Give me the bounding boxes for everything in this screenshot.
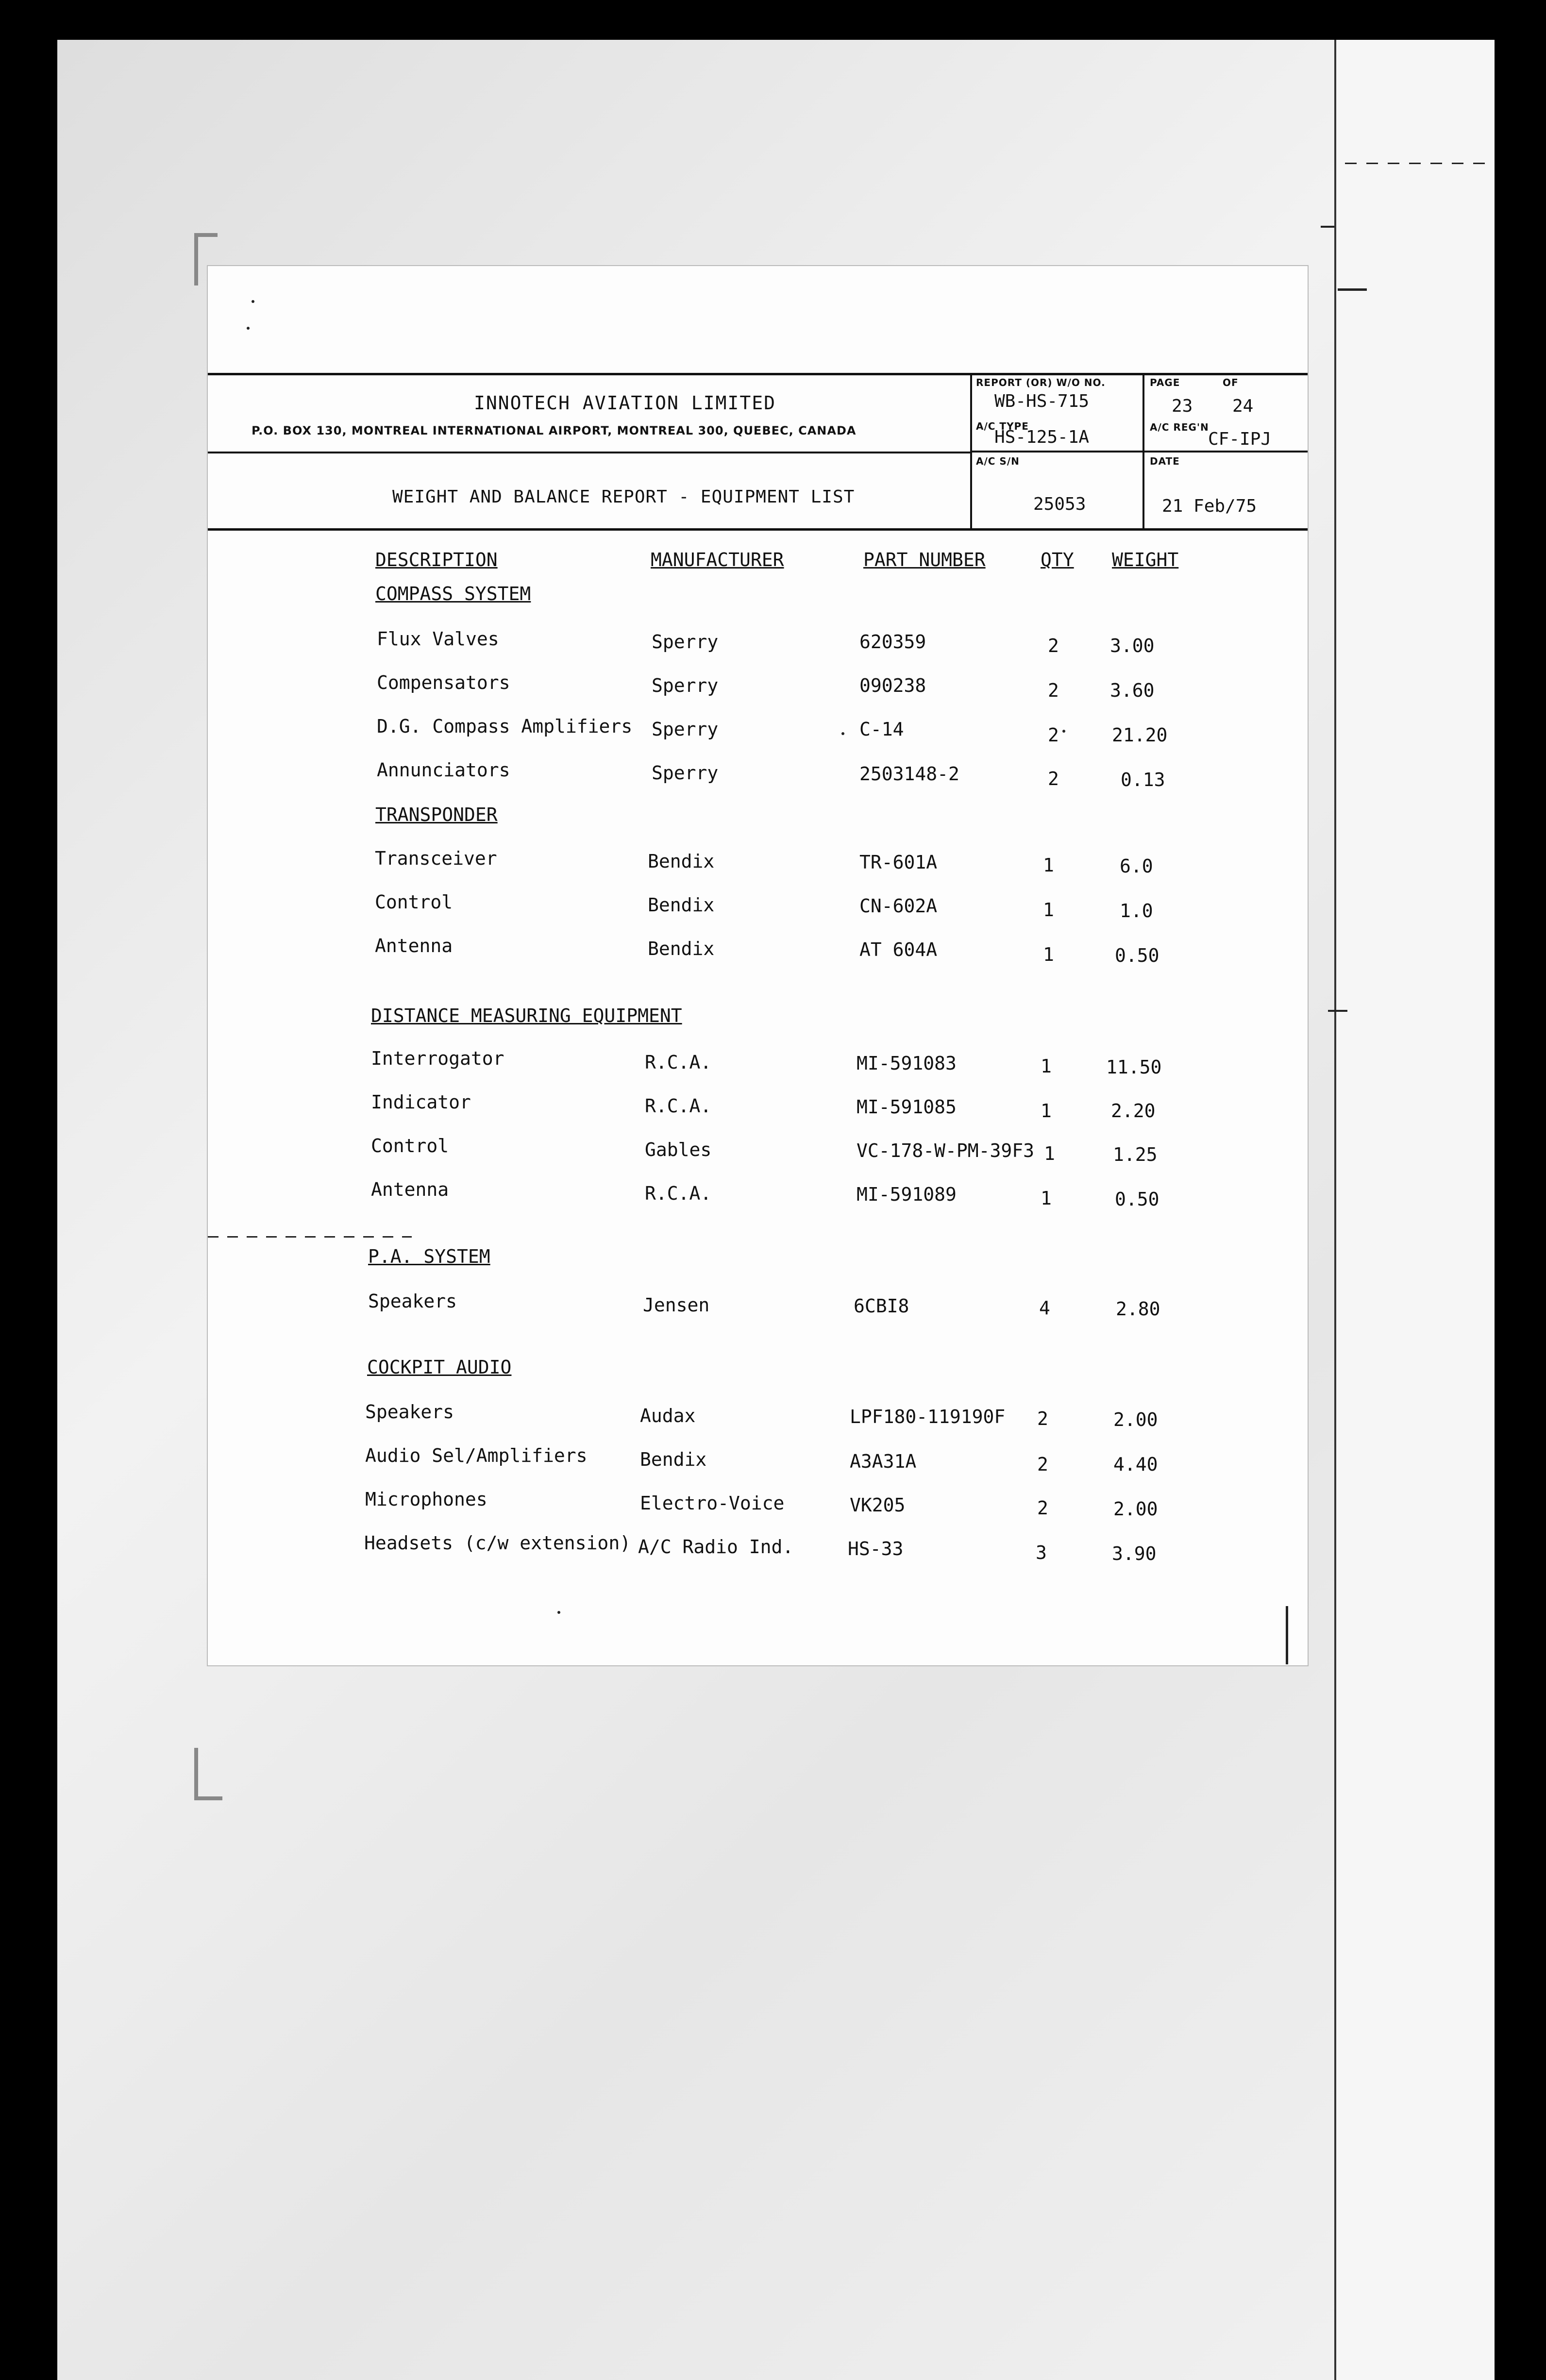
form-right-mark bbox=[1286, 1606, 1288, 1664]
row-part-number: MI-591089 bbox=[857, 1184, 957, 1205]
scan-right-margin bbox=[1334, 40, 1495, 2380]
row-qty: 4 bbox=[1039, 1297, 1050, 1319]
ac-reg-label: A/C REG'N bbox=[1150, 421, 1209, 433]
row-manufacturer: Sperry bbox=[652, 719, 719, 740]
report-no-label: REPORT (OR) W/O NO. bbox=[976, 377, 1106, 388]
ac-reg-value: CF-IPJ bbox=[1208, 429, 1272, 449]
row-manufacturer: Sperry bbox=[652, 631, 719, 653]
row-manufacturer: Gables bbox=[645, 1139, 712, 1160]
section-title: COCKPIT AUDIO bbox=[367, 1357, 512, 1378]
date-value: 21 Feb/75 bbox=[1162, 496, 1257, 516]
margin-dashes bbox=[1345, 163, 1486, 164]
equipment-list-form bbox=[208, 266, 1308, 1665]
row-weight: 2.20 bbox=[1111, 1100, 1156, 1122]
col-description: DESCRIPTION bbox=[375, 549, 498, 570]
row-part-number: 620359 bbox=[859, 631, 926, 653]
col-qty: QTY bbox=[1041, 549, 1074, 570]
row-weight: 2.00 bbox=[1113, 1409, 1158, 1430]
company-name: INNOTECH AVIATION LIMITED bbox=[474, 392, 776, 414]
row-qty: 2 bbox=[1037, 1497, 1048, 1519]
row-weight: 2.00 bbox=[1113, 1498, 1158, 1520]
scan-speck bbox=[841, 732, 844, 735]
row-qty: 2 bbox=[1048, 635, 1059, 656]
of-label: OF bbox=[1223, 377, 1239, 388]
row-description: Flux Valves bbox=[377, 628, 499, 650]
row-part-number: 090238 bbox=[859, 675, 926, 696]
ac-sn-value: 25053 bbox=[1033, 494, 1086, 514]
row-weight: 2.80 bbox=[1116, 1298, 1160, 1320]
scan-speck bbox=[247, 327, 250, 330]
row-description: Indicator bbox=[371, 1091, 471, 1113]
row-manufacturer: Sperry bbox=[652, 762, 719, 784]
scan-dash-line bbox=[208, 1236, 412, 1238]
col-manufacturer: MANUFACTURER bbox=[651, 549, 784, 570]
row-part-number: 6CBI8 bbox=[854, 1295, 909, 1317]
margin-tick bbox=[1321, 226, 1334, 228]
row-manufacturer: Bendix bbox=[648, 938, 715, 959]
row-part-number: AT 604A bbox=[859, 939, 938, 960]
row-description: Microphones bbox=[365, 1489, 487, 1510]
row-weight: 3.60 bbox=[1110, 680, 1155, 701]
page-value: 23 bbox=[1172, 396, 1193, 416]
report-title: WEIGHT AND BALANCE REPORT - EQUIPMENT LIST bbox=[392, 487, 855, 507]
col-weight: WEIGHT bbox=[1112, 549, 1179, 570]
form-vrule-1 bbox=[970, 373, 972, 528]
row-manufacturer: R.C.A. bbox=[645, 1052, 712, 1073]
row-description: Speakers bbox=[365, 1401, 454, 1423]
row-part-number: HS-33 bbox=[848, 1538, 904, 1559]
row-manufacturer: A/C Radio Ind. bbox=[638, 1536, 794, 1558]
ac-type-value: HS-125-1A bbox=[994, 427, 1090, 447]
row-weight: 0.50 bbox=[1115, 1189, 1160, 1210]
row-qty: 1 bbox=[1041, 1056, 1052, 1077]
row-manufacturer: Electro-Voice bbox=[640, 1492, 785, 1514]
row-description: D.G. Compass Amplifiers bbox=[377, 716, 633, 737]
row-weight: 1.0 bbox=[1120, 900, 1153, 922]
row-description: Antenna bbox=[375, 935, 453, 956]
section-title: P.A. SYSTEM bbox=[368, 1246, 490, 1267]
form-rule-bottom bbox=[208, 528, 1308, 531]
row-description: Headsets (c/w extension) bbox=[364, 1532, 631, 1554]
margin-tick-2 bbox=[1328, 1010, 1347, 1012]
row-qty: 3 bbox=[1036, 1542, 1047, 1563]
row-description: Control bbox=[371, 1135, 449, 1156]
row-weight: 0.13 bbox=[1121, 769, 1165, 790]
report-no-value: WB-HS-715 bbox=[994, 391, 1090, 411]
row-part-number: VK205 bbox=[850, 1494, 906, 1516]
row-description: Compensators bbox=[377, 672, 510, 693]
row-weight: 0.50 bbox=[1115, 945, 1160, 966]
row-qty: 1 bbox=[1043, 855, 1054, 876]
row-manufacturer: R.C.A. bbox=[645, 1183, 712, 1204]
form-vrule-2 bbox=[1143, 373, 1144, 528]
row-description: Annunciators bbox=[377, 759, 510, 781]
row-manufacturer: R.C.A. bbox=[645, 1095, 712, 1117]
row-qty: 1 bbox=[1043, 899, 1054, 921]
page-label: PAGE bbox=[1150, 377, 1180, 388]
row-part-number: A3A31A bbox=[850, 1451, 917, 1472]
row-weight: 3.90 bbox=[1112, 1543, 1157, 1564]
row-part-number: TR-601A bbox=[859, 852, 938, 873]
row-manufacturer: Bendix bbox=[648, 851, 715, 872]
row-qty: 2 bbox=[1048, 724, 1059, 746]
row-qty: 2 bbox=[1048, 768, 1059, 789]
row-description: Control bbox=[375, 891, 453, 913]
scan-bracket-bottom bbox=[194, 1748, 222, 1800]
row-manufacturer: Sperry bbox=[652, 675, 719, 696]
row-weight: 6.0 bbox=[1120, 855, 1153, 877]
row-manufacturer: Audax bbox=[640, 1405, 696, 1426]
row-qty: 1 bbox=[1041, 1100, 1052, 1122]
row-weight: 1.25 bbox=[1113, 1144, 1158, 1165]
margin-arrow bbox=[1338, 288, 1367, 291]
row-manufacturer: Bendix bbox=[648, 894, 715, 916]
row-description: Interrogator bbox=[371, 1048, 504, 1069]
row-part-number: LPF180-119190F bbox=[850, 1406, 1006, 1427]
row-description: Audio Sel/Amplifiers bbox=[365, 1445, 588, 1466]
row-weight: 21.20 bbox=[1112, 724, 1168, 746]
row-qty: 2 bbox=[1048, 680, 1059, 701]
row-description: Speakers bbox=[368, 1291, 457, 1312]
scan-speck bbox=[1062, 730, 1065, 733]
row-part-number: MI-591085 bbox=[857, 1096, 957, 1118]
scan-speck bbox=[557, 1611, 560, 1614]
form-rule-mid-right bbox=[970, 451, 1308, 453]
row-manufacturer: Bendix bbox=[640, 1449, 707, 1470]
date-label: DATE bbox=[1150, 455, 1180, 467]
row-part-number: MI-591083 bbox=[857, 1053, 957, 1074]
row-qty: 2 bbox=[1037, 1454, 1048, 1475]
section-title: COMPASS SYSTEM bbox=[375, 583, 531, 604]
row-part-number: C-14 bbox=[859, 719, 904, 740]
row-weight: 11.50 bbox=[1106, 1056, 1162, 1078]
row-part-number: 2503148-2 bbox=[859, 763, 959, 785]
row-qty: 1 bbox=[1044, 1143, 1055, 1164]
ac-type-label: A/C TYPE bbox=[976, 420, 1029, 432]
row-qty: 2 bbox=[1037, 1408, 1048, 1429]
company-address: P.O. BOX 130, MONTREAL INTERNATIONAL AIRPORT, MONTREAL 300, QUEBEC, CANADA bbox=[252, 424, 857, 437]
row-part-number: VC-178-W-PM-39F3 bbox=[857, 1140, 1035, 1161]
form-rule-mid-left bbox=[208, 452, 970, 453]
of-value: 24 bbox=[1232, 396, 1254, 416]
ac-sn-label: A/C S/N bbox=[976, 455, 1020, 467]
row-description: Transceiver bbox=[375, 848, 497, 869]
row-weight: 4.40 bbox=[1113, 1454, 1158, 1475]
row-qty: 1 bbox=[1041, 1188, 1052, 1209]
row-weight: 3.00 bbox=[1110, 635, 1155, 656]
row-description: Antenna bbox=[371, 1179, 449, 1200]
section-title: DISTANCE MEASURING EQUIPMENT bbox=[371, 1005, 682, 1026]
row-part-number: CN-602A bbox=[859, 895, 938, 917]
col-part-number: PART NUMBER bbox=[863, 549, 986, 570]
section-title: TRANSPONDER bbox=[375, 804, 498, 825]
scan-speck bbox=[252, 300, 254, 303]
row-manufacturer: Jensen bbox=[643, 1294, 710, 1316]
row-qty: 1 bbox=[1043, 944, 1054, 965]
